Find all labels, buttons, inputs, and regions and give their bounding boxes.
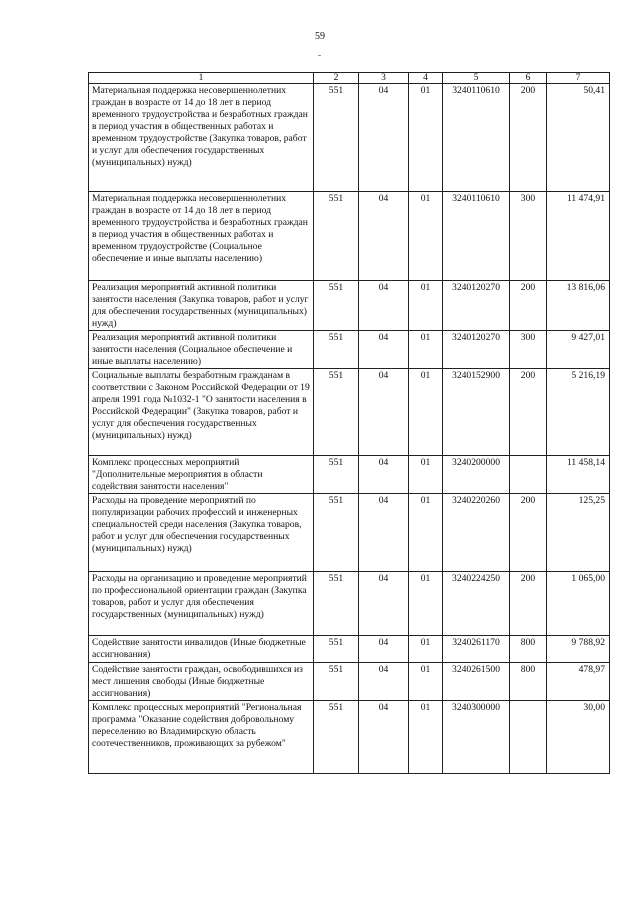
row-ministry: 551 (314, 663, 359, 701)
row-name: Социальные выплаты безработным гражданам в соответствии с Законом Российской Федерации от 19 апреля 1991 года №1032-1 "О занятости населения в Российской Федерации" (Закупка товаров, работ и услуг для обеспечения государственных (муниципальных) нужд) (89, 369, 314, 456)
row-subsection: 01 (409, 369, 443, 456)
row-amount: 478,97 (547, 663, 610, 701)
row-target-article: 3240224250 (443, 572, 510, 636)
header-col-2: 2 (314, 73, 359, 84)
row-subsection: 01 (409, 281, 443, 331)
header-col-5: 5 (443, 73, 510, 84)
row-subsection: 01 (409, 331, 443, 369)
table-row (89, 84, 610, 192)
row-section: 04 (359, 369, 409, 456)
row-amount: 13 816,06 (547, 281, 610, 331)
row-name: Реализация мероприятий активной политики занятости населения (Закупка товаров, работ и услуг для обеспечения государственных (муниципальных) нужд) (89, 281, 314, 331)
table-row (89, 369, 610, 456)
row-target-article: 3240261500 (443, 663, 510, 701)
row-subsection: 01 (409, 572, 443, 636)
row-subsection: 01 (409, 84, 443, 192)
row-target-article: 3240220260 (443, 494, 510, 572)
table-row (89, 701, 610, 774)
row-amount: 30,00 (547, 701, 610, 774)
scan-mark (318, 55, 321, 56)
row-ministry: 551 (314, 572, 359, 636)
row-amount: 11 458,14 (547, 456, 610, 494)
row-section: 04 (359, 331, 409, 369)
row-ministry: 551 (314, 456, 359, 494)
row-expense-type: 200 (510, 281, 547, 331)
row-subsection: 01 (409, 192, 443, 281)
row-name: Содействие занятости инвалидов (Иные бюджетные ассигнования) (89, 636, 314, 663)
row-target-article: 3240261170 (443, 636, 510, 663)
row-expense-type: 800 (510, 636, 547, 663)
row-ministry: 551 (314, 494, 359, 572)
row-expense-type: 200 (510, 84, 547, 192)
row-amount: 9 427,01 (547, 331, 610, 369)
row-section: 04 (359, 663, 409, 701)
row-name: Реализация мероприятий активной политики занятости населения (Социальное обеспечение и иные выплаты населению) (89, 331, 314, 369)
budget-table (88, 72, 610, 774)
table-row (89, 663, 610, 701)
row-expense-type: 300 (510, 331, 547, 369)
row-target-article: 3240120270 (443, 281, 510, 331)
row-section: 04 (359, 572, 409, 636)
row-section: 04 (359, 636, 409, 663)
row-amount: 50,41 (547, 84, 610, 192)
row-expense-type: 200 (510, 572, 547, 636)
row-target-article: 3240110610 (443, 84, 510, 192)
header-col-4: 4 (409, 73, 443, 84)
header-col-1: 1 (89, 73, 314, 84)
row-name: Содействие занятости граждан, освободившихся из мест лишения свободы (Иные бюджетные ассигнования) (89, 663, 314, 701)
row-name: Комплекс процессных мероприятий "Региональная программа "Оказание содействия добровольному переселению во Владимирскую область соотечественников, проживающих за рубежом" (89, 701, 314, 774)
row-amount: 11 474,91 (547, 192, 610, 281)
table-row (89, 456, 610, 494)
table-row (89, 192, 610, 281)
row-expense-type: 200 (510, 494, 547, 572)
row-target-article: 3240120270 (443, 331, 510, 369)
row-amount: 1 065,00 (547, 572, 610, 636)
row-section: 04 (359, 701, 409, 774)
row-name: Материальная поддержка несовершеннолетних граждан в возрасте от 14 до 18 лет в период временного трудоустройства и безработных граждан в период участия в общественных работах и временном трудоустройстве (Закупка товаров, работ и услуг для обеспечения государственных (муниципальных) нужд) (89, 84, 314, 192)
row-ministry: 551 (314, 331, 359, 369)
row-target-article: 3240200000 (443, 456, 510, 494)
row-ministry: 551 (314, 192, 359, 281)
header-col-3: 3 (359, 73, 409, 84)
row-expense-type: 800 (510, 663, 547, 701)
header-col-7: 7 (547, 73, 610, 84)
row-subsection: 01 (409, 663, 443, 701)
row-ministry: 551 (314, 701, 359, 774)
row-amount: 9 788,92 (547, 636, 610, 663)
row-expense-type: 200 (510, 369, 547, 456)
row-section: 04 (359, 192, 409, 281)
row-subsection: 01 (409, 494, 443, 572)
row-name: Расходы на проведение мероприятий по популяризации рабочих профессий и инженерных специальностей среди населения (Закупка товаров, работ и услуг для обеспечения государственных (муниципальных) нужд) (89, 494, 314, 572)
header-row (89, 73, 610, 84)
row-ministry: 551 (314, 281, 359, 331)
row-name: Комплекс процессных мероприятий "Дополнительные мероприятия в области содействия занятости населения" (89, 456, 314, 494)
row-expense-type: 300 (510, 192, 547, 281)
table-row (89, 572, 610, 636)
row-name: Материальная поддержка несовершеннолетних граждан в возрасте от 14 до 18 лет в период временного трудоустройства и безработных граждан в период участия в общественных работах и временном трудоустройстве (Социальное обеспечение и иные выплаты населению) (89, 192, 314, 281)
row-ministry: 551 (314, 84, 359, 192)
header-col-6: 6 (510, 73, 547, 84)
row-target-article: 3240300000 (443, 701, 510, 774)
table-row (89, 331, 610, 369)
table-row (89, 281, 610, 331)
row-expense-type (510, 701, 547, 774)
row-target-article: 3240110610 (443, 192, 510, 281)
row-section: 04 (359, 456, 409, 494)
row-name: Расходы на организацию и проведение мероприятий по профессиональной ориентации граждан (Закупка товаров, работ и услуг для обеспечения государственных (муниципальных) нужд) (89, 572, 314, 636)
row-ministry: 551 (314, 636, 359, 663)
row-expense-type (510, 456, 547, 494)
row-subsection: 01 (409, 701, 443, 774)
row-subsection: 01 (409, 456, 443, 494)
row-section: 04 (359, 281, 409, 331)
row-amount: 5 216,19 (547, 369, 610, 456)
page-number: 59 (315, 31, 325, 42)
table-row (89, 494, 610, 572)
row-section: 04 (359, 84, 409, 192)
row-target-article: 3240152900 (443, 369, 510, 456)
row-subsection: 01 (409, 636, 443, 663)
table-row (89, 636, 610, 663)
row-ministry: 551 (314, 369, 359, 456)
row-section: 04 (359, 494, 409, 572)
row-amount: 125,25 (547, 494, 610, 572)
